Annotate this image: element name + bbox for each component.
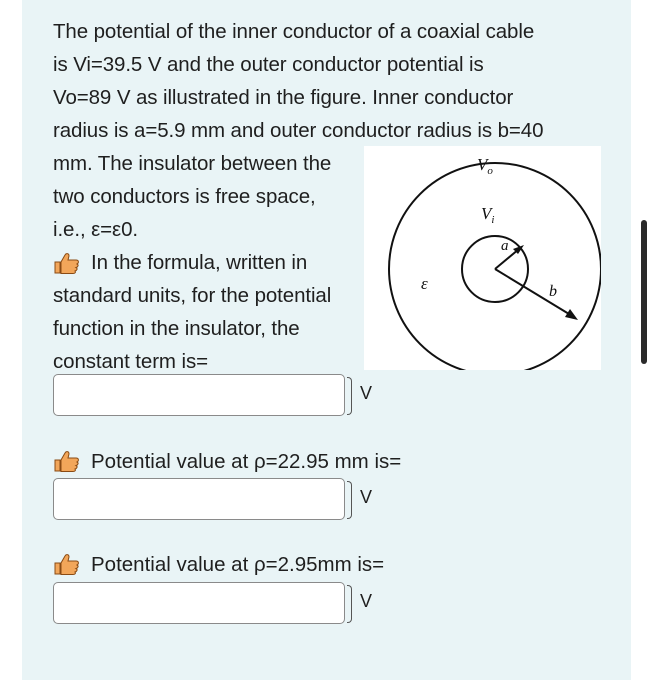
inner-radius-label: a — [501, 238, 509, 254]
question-line: i.e., ε=ε0. — [53, 218, 138, 241]
inner-potential-label: $V_i$ — [481, 204, 495, 226]
outer-radius-label: b — [549, 283, 557, 300]
unit-label: V — [360, 487, 373, 507]
part3-prompt-text: Potential value at ρ=2.95mm is= — [91, 553, 385, 576]
question-line: The potential of the inner conductor of a coaxial cable — [53, 20, 535, 43]
question-line: standard units, for the potential — [53, 284, 332, 307]
part3-prompt — [53, 550, 384, 580]
outer-conductor-circle — [389, 163, 601, 370]
question-line: is Vi=39.5 V and the outer conductor potential is — [53, 53, 484, 76]
outer-potential-label: $V_o$ — [477, 155, 493, 177]
unit-bracket — [347, 585, 352, 623]
coaxial-cable-figure — [364, 146, 601, 370]
part2-prompt-text: Potential value at ρ=22.95 mm is= — [91, 450, 402, 473]
unit-bracket — [347, 377, 352, 415]
coaxial-diagram — [364, 146, 601, 370]
potential-at-22-95-input[interactable] — [53, 478, 345, 520]
permittivity-label: ε — [421, 274, 428, 293]
part1-prompt-text: In the formula, written in — [91, 251, 308, 274]
thumbs-up-icon — [53, 251, 81, 273]
outer-radius-arrowhead — [565, 309, 578, 320]
thumbs-up-icon — [53, 450, 81, 472]
question-line: mm. The insulator between the — [53, 152, 332, 175]
unit-bracket — [347, 481, 352, 519]
question-line: Vo=89 V as illustrated in the figure. Inner conductor — [53, 86, 514, 109]
thumbs-up-icon — [53, 553, 81, 575]
question-line: radius is a=5.9 mm and outer conductor radius is b=40 — [53, 119, 544, 142]
potential-at-2-95-input[interactable] — [53, 582, 345, 624]
unit-label: V — [360, 591, 373, 611]
part2-prompt — [53, 447, 401, 477]
question-line: function in the insulator, the — [53, 317, 300, 340]
unit-label: V — [360, 383, 373, 403]
outer-radius-arrow — [495, 269, 569, 314]
constant-term-input[interactable] — [53, 374, 345, 416]
question-line: constant term is= — [53, 350, 208, 373]
scrollbar[interactable] — [641, 220, 647, 364]
question-line: two conductors is free space, — [53, 185, 316, 208]
